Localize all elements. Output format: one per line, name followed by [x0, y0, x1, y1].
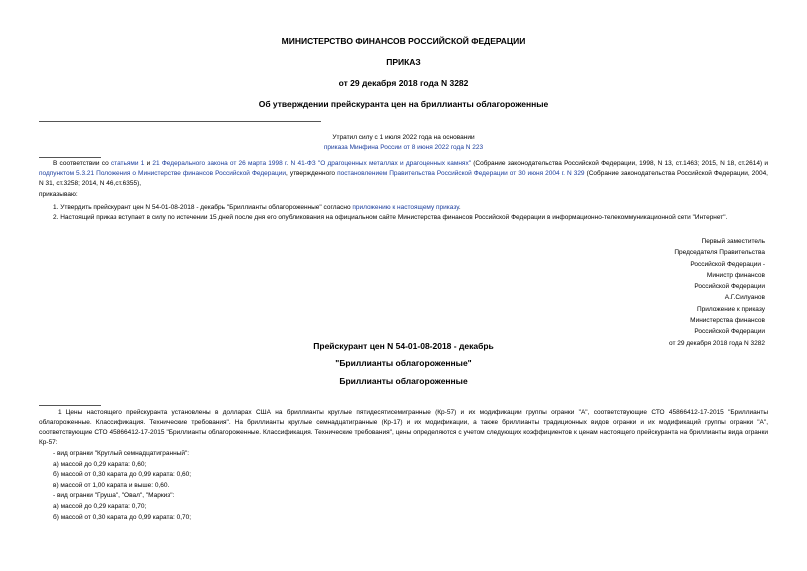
- order-date: от 29 декабря 2018 года N 3282: [338, 78, 469, 88]
- order-subject: Об утверждении прейскуранта цен на бриллианты облагороженные: [258, 99, 549, 109]
- signature-line: Российской Федерации -: [690, 260, 765, 268]
- header-divider: [39, 121, 321, 122]
- ministry-title: МИНИСТЕРСТВО ФИНАНСОВ РОССИЙСКОЙ ФЕДЕРАЦИИ: [281, 36, 526, 46]
- footnote-marker: 1: [58, 409, 62, 416]
- list-item: а) массой до 0,29 карата: 0,60;: [53, 460, 147, 468]
- repeal-order-link[interactable]: приказа Минфина России от 8 июня 2022 года N 223: [323, 144, 484, 151]
- item-1: 1. Утвердить прейскурант цен N 54-01-08-2018 - декабрь "Бриллианты облагороженные" согласно приложению к настоящему приказу.: [53, 204, 461, 211]
- signature-line: А.Г.Силуанов: [724, 294, 765, 302]
- status-note: Утратил силу с 1 июля 2022 года на основании: [332, 134, 475, 141]
- signature-line: Российской Федерации: [694, 283, 765, 291]
- government-decree-link[interactable]: постановлением Правительства Российской Федерации от 30 июня 2004 г. N 329: [337, 170, 585, 177]
- item-2: 2. Настоящий приказ вступает в силу по истечении 15 дней после дня его опубликования на официальном сайте Министерства финансов Российской Федерации в информационно-телекоммуникационной сети "Интернет".: [53, 214, 728, 221]
- footnote-text: 1 Цены настоящего прейскуранта установлены в долларах США на бриллианты круглые пятидесятисемигранные (Кр-57) и их модификации группы огранки "А", соответствующие СТО 45866412-17-2015 "Бриллианты облагороженные. Классификация. Технические требования". На бриллианты круглые семнадцатигранные (Кр-17) и их модификации, а также бриллианты традиционных видов огранки и их модификаций группы огранки "А", соответствующие СТО 45866412-17-2015 "Бриллианты облагороженные. Классификация. Технические требования", цены определяются с учетом следующих коэффициентов к ценам настоящего прейскуранта на бриллианты вида огранки Кр-57:: [39, 409, 768, 446]
- appendix-link[interactable]: приложению к настоящему приказу: [352, 204, 459, 211]
- list-item: б) массой от 0,30 карата до 0,99 карата: 0,60;: [53, 471, 192, 479]
- signature-block: [669, 236, 765, 349]
- list-item: в) массой от 1,00 карата и выше: 0,60.: [53, 481, 170, 489]
- regulation-link[interactable]: подпунктом 5.3.21 Положения о Министерстве финансов Российской Федерации: [39, 170, 286, 177]
- appendix-ref-line: от 29 декабря 2018 года N 3282: [668, 339, 765, 347]
- pricelist-subtitle: "Бриллианты облагороженные": [335, 358, 472, 368]
- pricelist-heading: Бриллианты облагороженные: [339, 376, 468, 386]
- list-item: б) массой от 0,30 карата до 0,99 карата: 0,70;: [53, 513, 192, 521]
- footnote-divider: [39, 405, 101, 406]
- list-item: - вид огранки "Груша", "Овал", "Маркиз":: [53, 492, 175, 500]
- signature-line: Председателя Правительства: [674, 249, 765, 257]
- signature-line: Первый заместитель: [701, 238, 765, 245]
- law-articles-link[interactable]: статьями 1: [110, 160, 145, 167]
- order-word: приказываю:: [39, 191, 78, 198]
- pricelist-title: Прейскурант цен N 54-01-08-2018 - декабрь: [313, 341, 494, 351]
- coefficient-list: [53, 449, 191, 523]
- appendix-ref-line: Российской Федерации: [694, 328, 765, 336]
- list-item: а) массой до 0,29 карата: 0,70;: [53, 502, 147, 510]
- preamble-paragraph: В соответствии со статьями 1 и 21 Федерального закона от 26 марта 1998 г. N 41-ФЗ "О драгоценных металлах и драгоценных камнях" (Собрание законодательства Российской Федерации, 1998, N 13, ст.1463; 2015, N 18, ст.2614) и подпунктом 5.3.21 Положения о Министерстве финансов Российской Федерации, утвержденного постановлением Правительства Российской Федерации от 30 июня 2004 г. N 329 (Собрание законодательства Российской Федерации, 2004, N 31, ст.3258; 2014, N 46,ст.6355),: [39, 160, 768, 187]
- federal-law-link[interactable]: 21 Федерального закона от 26 марта 1998 г. N 41-ФЗ "О драгоценных металлах и драгоценных камнях": [152, 160, 472, 167]
- order-type: ПРИКАЗ: [386, 57, 421, 67]
- list-item: - вид огранки "Круглый семнадцатигранный":: [53, 450, 190, 457]
- appendix-ref-line: Приложение к приказу: [696, 305, 765, 313]
- appendix-ref-line: Министерства финансов: [690, 317, 765, 325]
- note-divider: [39, 157, 101, 158]
- signature-line: Министр финансов: [706, 271, 765, 279]
